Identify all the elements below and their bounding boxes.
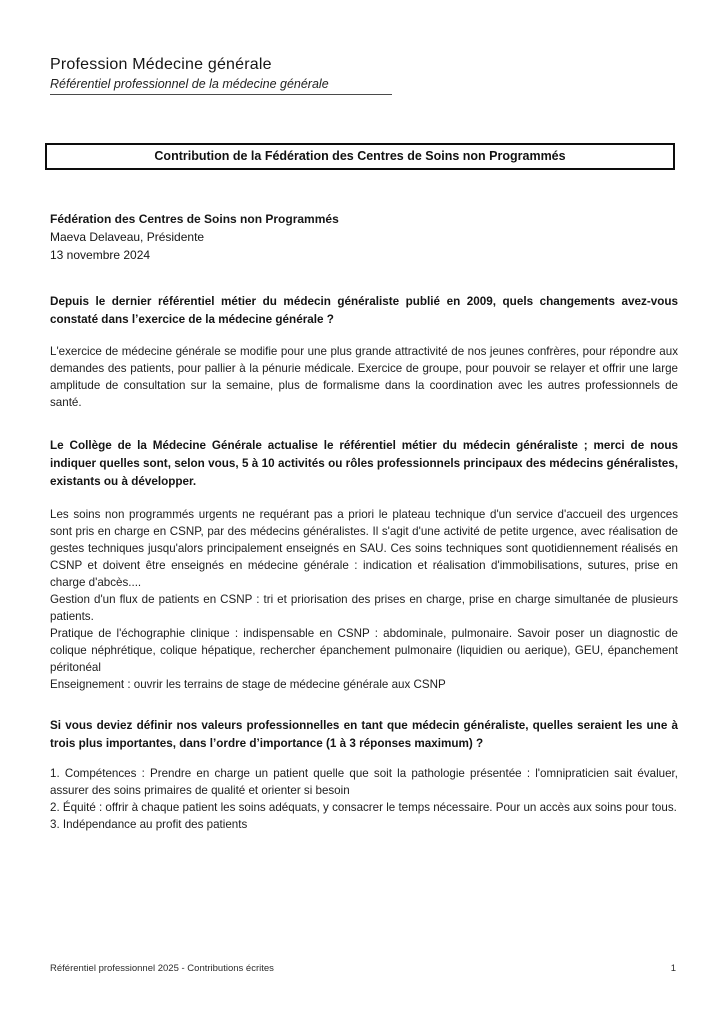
contribution-title-box <box>45 143 675 170</box>
author-block <box>50 210 339 264</box>
document-header <box>50 56 450 95</box>
answer-2-paragraph: Gestion d'un flux de patients en CSNP : tri et priorisation des prises en charge, prise en charge simultanée de plusieurs patients. <box>50 593 678 623</box>
page-footer <box>50 963 676 974</box>
author-name-role: Maeva Delaveau, Présidente <box>50 230 205 244</box>
author-date: 13 novembre 2024 <box>50 248 151 262</box>
question-1: Depuis le dernier référentiel métier du médecin généraliste publié en 2009, quels changements avez-vous constaté dans l’exercice de la médecine générale ? <box>50 295 678 326</box>
question-2: Le Collège de la Médecine Générale actualise le référentiel métier du médecin généraliste ; merci de nous indiquer quelles sont, selon vous, 5 à 10 activités ou rôles professionnels principaux des médecins généralistes, existants ou à développer. <box>50 439 678 488</box>
document-subtitle: Référentiel professionnel de la médecine générale <box>50 77 392 95</box>
question-3: Si vous deviez définir nos valeurs professionnelles en tant que médecin généraliste, quelles seraient les une à trois plus importantes, dans l’ordre d’importance (1 à 3 réponses maximum) ? <box>50 719 678 750</box>
page-number: 1 <box>670 963 676 974</box>
answer-2 <box>50 506 678 693</box>
answer-3-item: 3. Indépendance au profit des patients <box>50 818 248 831</box>
author-organization: Fédération des Centres de Soins non Programmés <box>50 212 339 226</box>
footer-text: Référentiel professionnel 2025 - Contributions écrites <box>50 963 274 974</box>
answer-2-paragraph: Enseignement : ouvrir les terrains de stage de médecine générale aux CSNP <box>50 678 446 691</box>
answer-1 <box>50 343 678 411</box>
answer-2-paragraph: Les soins non programmés urgents ne requérant pas a priori le plateau technique d'un service d'accueil des urgences sont pris en charge en CSNP, par des médecins généralistes. Il s'agit d'une activité de petite urgence, avec réalisation de gestes techniques jusqu'alors principalement enseignés en SAU. Ces soins techniques sont quotidiennement réalisés en CSNP et doivent être enseignés en médecine générale : indication et réalisation d'immobilisations, sutures, prise en charge d'abcès.... <box>50 508 678 589</box>
answer-1-paragraph: L'exercice de médecine générale se modifie pour une plus grande attractivité de nos jeunes confrères, pour répondre aux demandes des patients, pour pallier à la pénurie médicale. Exercice de groupe, pour pouvoir se relayer et offrir une large amplitude de consultation sur la semaine, plus de formalisme dans la coordination avec les autres professionnels de santé. <box>50 345 678 409</box>
answer-3 <box>50 765 678 833</box>
answer-2-paragraph: Pratique de l'échographie clinique : indispensable en CSNP : abdominale, pulmonaire. Savoir poser un diagnostic de colique néphrétique, colique hépatique, rechercher épanchement pulmonaire (liquidien ou aerique), GEU, épanchement péritonéal <box>50 627 678 674</box>
answer-3-item: 1. Compétences : Prendre en charge un patient quelle que soit la pathologie présentée : l'omnipraticien sait évaluer, assurer des soins primaires de qualité et orienter si besoin <box>50 767 678 797</box>
answer-3-item: 2. Équité : offrir à chaque patient les soins adéquats, y consacrer le temps nécessaire. Pour un accès aux soins pour tous. <box>50 801 677 814</box>
document-title: Profession Médecine générale <box>50 56 272 73</box>
contribution-title: Contribution de la Fédération des Centres de Soins non Programmés <box>154 149 566 163</box>
